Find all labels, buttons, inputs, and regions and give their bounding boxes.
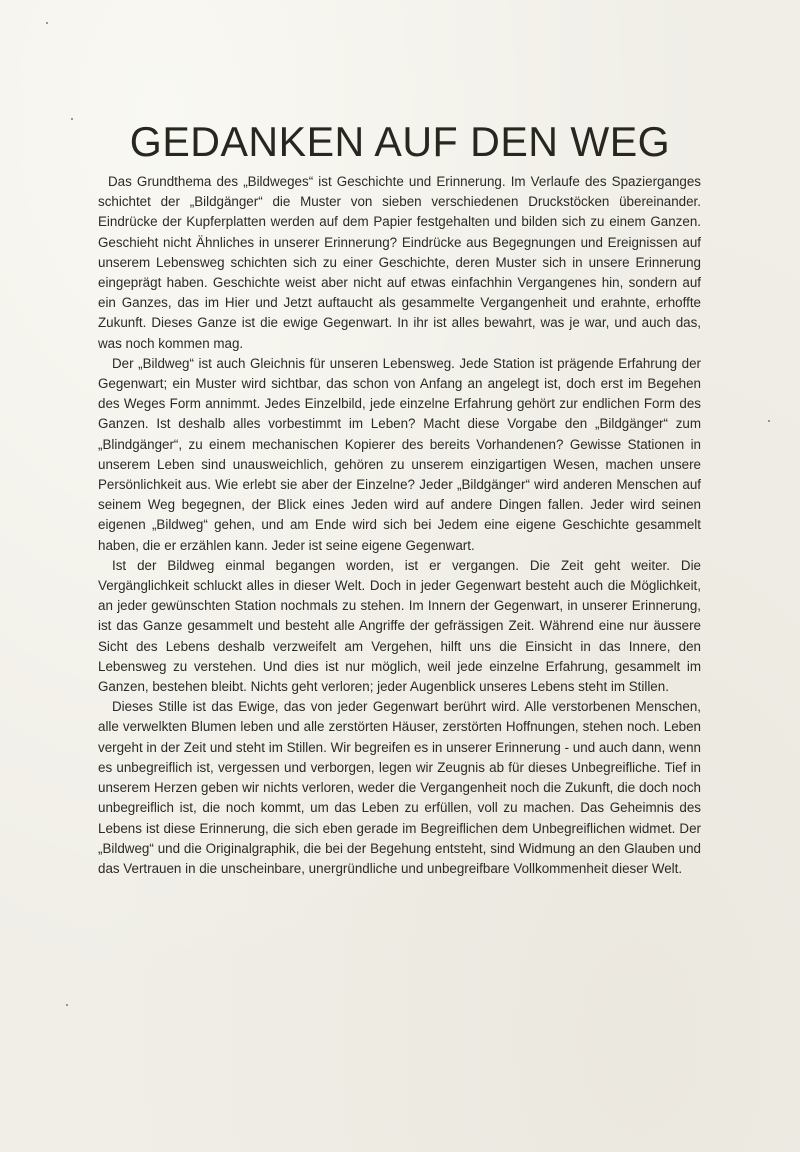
- document-body: [98, 172, 701, 879]
- paragraph-3: Ist der Bildweg einmal begangen worden, ist er vergangen. Die Zeit geht weiter. Die Vergänglichkeit schluckt alles in dieser Welt. Doch in jeder Gegenwart besteht auch die Möglichkeit, an jeder gewünschten Station nochmals zu stehen. Im Innern der Gegenwart, in unserer Erinnerung, ist das Ganze gesammelt und besteht alle Angriffe der gefrässigen Zeit. Während eine nur äussere Sicht des Lebens deshalb verzweifelt am Vergehen, hilft uns die Einsicht in das Innere, den Lebensweg zu verstehen. Und dies ist nur möglich, weil jede einzelne Erfahrung, gesammelt im Ganzen, bestehen bleibt. Nichts geht verloren; jeder Augenblick unseres Lebens steht im Stillen.: [98, 557, 701, 695]
- paper-speck: [66, 1004, 68, 1006]
- page-title: GEDANKEN AUF DEN WEG: [129, 118, 671, 165]
- paper-speck: [46, 22, 48, 24]
- paragraph-2: Der „Bildweg“ ist auch Gleichnis für unseren Lebensweg. Jede Station ist prägende Erfahrung der Gegenwart; ein Muster wird sichtbar, das schon von Anfang an angelegt ist, doch erst im Begehen des Weges Form annimmt. Jedes Einzelbild, jede einzelne Erfahrung gehört zur endlichen Form des Ganzen. Ist deshalb alles vorbestimmt im Leben? Macht diese Vorgabe den „Bildgänger“ zum „Blindgänger“, zu einem mechanischen Kopierer des bereits Vorhandenen? Gewisse Stationen in unserem Leben sind unausweichlich, gehören zu unserem einzigartigen Wesen, machen unsere Persönlichkeit aus. Wie erlebt sie aber der Einzelne? Jeder „Bildgänger“ wird anderen Menschen auf seinem Weg begegnen, der Blick eines Jeden wird auf andere Dingen fallen. Jeder wird seinen eigenen „Bildweg“ gehen, und am Ende wird sich bei Jedem eine eigene Geschichte gesammelt haben, die er erzählen kann. Jeder ist seine eigene Gegenwart.: [98, 355, 701, 553]
- paper-speck: [71, 118, 73, 120]
- paragraph-4: Dieses Stille ist das Ewige, das von jeder Gegenwart berührt wird. Alle verstorbenen Menschen, alle verwelkten Blumen leben und alle zerstörten Häuser, zerstörten Hoffnungen, stehen noch. Leben vergeht in der Zeit und steht im Stillen. Wir begreifen es in unserer Erinnerung - und auch dann, wenn es unbegreiflich ist, vergessen und verborgen, legen wir Zeugnis ab für dieses Unbegreifliche. Tief in unserem Herzen geben wir nichts verloren, weder die Vergangenheit noch die Zukunft, die doch noch unbegreiflich ist, die noch kommt, um das Leben zu erfüllen, voll zu machen. Das Geheimnis des Lebens ist diese Erinnerung, die sich eben gerade im Begreiflichen dem Unbegreiflichen widmet. Der „Bildweg“ und die Originalgraphik, die bei der Begehung entsteht, sind Widmung an den Glauben und das Vertrauen in die unscheinbare, unergründliche und unbegreifbare Vollkommenheit dieser Welt.: [98, 699, 701, 876]
- paragraph-1: Das Grundthema des „Bildweges“ ist Geschichte und Erinnerung. Im Verlaufe des Spazierganges schichtet der „Bildgänger“ die Muster von sieben verschiedenen Druckstöcken übereinander. Eindrücke der Kupferplatten werden auf dem Papier festgehalten und bilden sich zu einem Ganzen. Geschieht nicht Ähnliches in unserer Erinnerung? Eindrücke aus Begegnungen und Ereignissen auf unserem Lebensweg schichten sich zu einer Geschichte, deren Muster sich in unsere Erinnerung eingeprägt haben. Geschichte weist aber nicht auf etwas einfachhin Vergangenes hin, sondern auf ein Ganzes, das im Hier und Jetzt auftaucht als gesammelte Vergangenheit und erahnte, erhoffte Zukunft. Dieses Ganze ist die ewige Gegenwart. In ihr ist alles bewahrt, was je war, und auch das, was noch kommen mag.: [98, 174, 701, 351]
- paper-speck: [768, 420, 770, 422]
